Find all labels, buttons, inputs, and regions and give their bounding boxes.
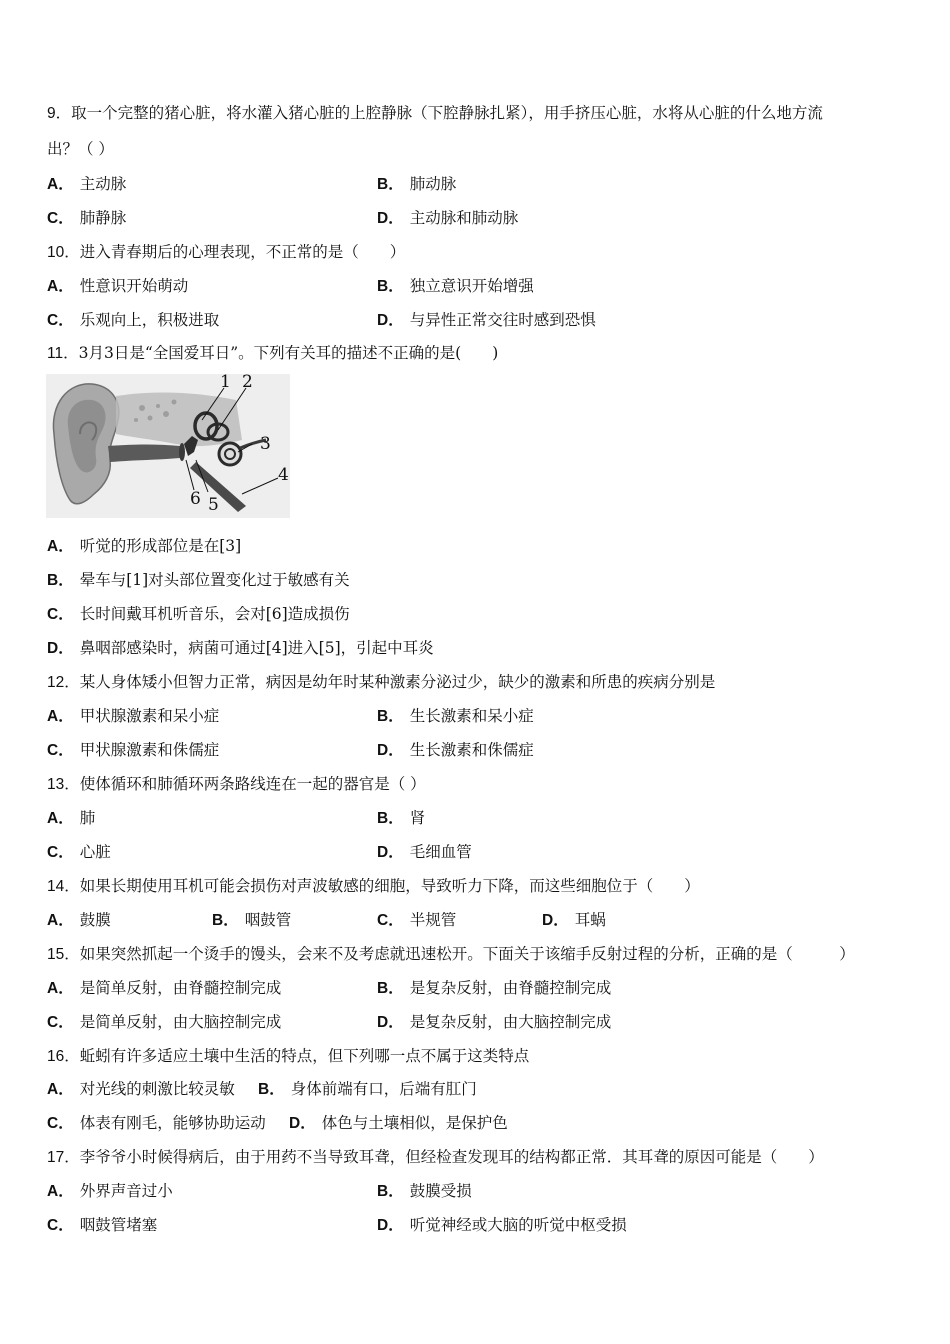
figure-label-3: 3 <box>260 434 271 454</box>
ear-anatomy-figure <box>46 374 290 518</box>
figure-label-5: 5 <box>208 495 219 515</box>
option-11c <box>47 604 350 625</box>
question-text: 某人身体矮小但智力正常，病因是幼年时某种激素分泌过少，缺少的激素和所患的疾病分别是 <box>79 673 716 691</box>
option-16d <box>289 1113 508 1134</box>
option-11b <box>47 570 350 591</box>
option-text: 身体前端有口，后端有肛门 <box>290 1080 477 1098</box>
option-text: 毛细血管 <box>409 843 472 861</box>
question-text: 进入青春期后的心理表现，不正常的是（ ） <box>79 243 406 261</box>
option-17d <box>377 1215 627 1236</box>
question-9-stem <box>47 103 823 124</box>
question-number: 13． <box>47 776 80 793</box>
option-15d <box>377 1012 611 1033</box>
option-label: D． <box>47 640 74 657</box>
option-text: 生长激素和侏儒症 <box>409 741 534 759</box>
option-label: D． <box>289 1115 316 1132</box>
question-16-stem <box>47 1046 529 1067</box>
option-label: C． <box>47 1115 74 1132</box>
question-number: 17． <box>47 1149 80 1166</box>
option-13b <box>377 808 425 829</box>
option-12a <box>47 706 219 727</box>
option-10a <box>47 276 188 297</box>
question-number: 11． <box>47 345 79 362</box>
option-text: 耳蜗 <box>574 911 606 929</box>
figure-label-1: 1 <box>220 374 231 392</box>
option-text: 肺动脉 <box>409 175 457 193</box>
option-15c <box>47 1012 281 1033</box>
option-text: 是简单反射，由脊髓控制完成 <box>79 979 282 997</box>
question-number: 14． <box>47 878 80 895</box>
option-14d <box>542 910 606 931</box>
option-text: 是复杂反射，由脊髓控制完成 <box>409 979 612 997</box>
option-label: C． <box>377 912 404 929</box>
option-text: 主动脉和肺动脉 <box>409 209 519 227</box>
option-text: 半规管 <box>409 911 457 929</box>
option-11a <box>47 536 241 557</box>
option-label: B． <box>377 980 404 997</box>
option-label: D． <box>542 912 569 929</box>
option-16b <box>258 1079 477 1100</box>
option-15b <box>377 978 611 999</box>
option-text: 鼻咽部感染时，病菌可通过[4]进入[5]，引起中耳炎 <box>79 639 434 657</box>
option-text: 是复杂反射，由大脑控制完成 <box>409 1013 612 1031</box>
option-label: C． <box>47 1217 74 1234</box>
option-17b <box>377 1181 472 1202</box>
option-9b <box>377 174 456 195</box>
option-14a <box>47 910 111 931</box>
option-label: A． <box>47 708 74 725</box>
option-label: D． <box>377 1014 404 1031</box>
figure-label-2: 2 <box>242 374 253 392</box>
question-number: 9． <box>47 105 72 122</box>
option-15a <box>47 978 281 999</box>
option-text: 生长激素和呆小症 <box>409 707 534 725</box>
option-text: 听觉神经或大脑的听觉中枢受损 <box>409 1216 627 1234</box>
option-text: 鼓膜受损 <box>409 1182 472 1200</box>
option-label: C． <box>47 844 74 861</box>
option-label: A． <box>47 912 74 929</box>
question-14-stem <box>47 876 700 897</box>
option-10c <box>47 310 219 331</box>
option-label: C． <box>47 312 74 329</box>
figure-label-6: 6 <box>190 489 201 509</box>
option-text: 肺 <box>79 809 96 827</box>
option-12b <box>377 706 534 727</box>
option-label: A． <box>47 810 74 827</box>
option-label: B． <box>377 1183 404 1200</box>
question-10-stem <box>47 242 405 263</box>
option-label: C． <box>47 742 74 759</box>
question-text: 使体循环和肺循环两条路线连在一起的器官是（ ） <box>79 775 426 793</box>
option-text: 甲状腺激素和呆小症 <box>79 707 220 725</box>
option-text: 肺静脉 <box>79 209 127 227</box>
option-13d <box>377 842 472 863</box>
option-label: B． <box>377 708 404 725</box>
option-14c <box>377 910 456 931</box>
option-text: 晕车与[1]对头部位置变化过于敏感有关 <box>79 571 350 589</box>
question-11-stem <box>47 343 498 364</box>
option-label: C． <box>47 210 74 227</box>
question-text: 如果长期使用耳机可能会损伤对声波敏感的细胞，导致听力下降，而这些细胞位于（ ） <box>79 877 700 895</box>
option-13c <box>47 842 111 863</box>
question-number: 10． <box>47 244 80 261</box>
option-text: 主动脉 <box>79 175 127 193</box>
option-label: C． <box>47 1014 74 1031</box>
option-9a <box>47 174 126 195</box>
option-label: D． <box>377 742 404 759</box>
figure-label-4: 4 <box>278 465 289 485</box>
question-number: 12． <box>47 674 80 691</box>
option-13a <box>47 808 95 829</box>
option-14b <box>212 910 291 931</box>
option-label: D． <box>377 844 404 861</box>
option-text: 肾 <box>409 809 426 827</box>
option-text: 听觉的形成部位是在[3] <box>79 537 242 555</box>
option-10b <box>377 276 534 297</box>
option-16c <box>47 1113 266 1134</box>
question-number: 16． <box>47 1048 80 1065</box>
option-text: 性意识开始萌动 <box>79 277 189 295</box>
question-17-stem <box>47 1147 824 1168</box>
option-17a <box>47 1181 173 1202</box>
question-number: 15． <box>47 946 80 963</box>
option-9c <box>47 208 126 229</box>
option-text: 乐观向上，积极进取 <box>79 311 220 329</box>
option-label: A． <box>47 1081 74 1098</box>
option-text: 是简单反射，由大脑控制完成 <box>79 1013 282 1031</box>
question-text: 蚯蚓有许多适应土壤中生活的特点，但下列哪一点不属于这类特点 <box>79 1047 530 1065</box>
option-text: 鼓膜 <box>79 911 111 929</box>
option-label: B． <box>258 1081 285 1098</box>
option-9d <box>377 208 518 229</box>
option-text: 长时间戴耳机听音乐，会对[6]造成损伤 <box>79 605 350 623</box>
option-text: 体色与土壤相似，是保护色 <box>321 1114 508 1132</box>
option-text: 独立意识开始增强 <box>409 277 534 295</box>
option-label: D． <box>377 1217 404 1234</box>
option-text: 咽鼓管堵塞 <box>79 1216 158 1234</box>
question-15-stem <box>47 944 855 965</box>
option-text: 对光线的刺激比较灵敏 <box>79 1080 235 1098</box>
option-label: A． <box>47 980 74 997</box>
option-label: C． <box>47 606 74 623</box>
option-label: D． <box>377 312 404 329</box>
option-text: 心脏 <box>79 843 111 861</box>
option-label: A． <box>47 1183 74 1200</box>
option-label: B． <box>212 912 239 929</box>
option-label: D． <box>377 210 404 227</box>
option-label: B． <box>377 810 404 827</box>
option-text: 体表有刚毛，能够协助运动 <box>79 1114 266 1132</box>
option-11d <box>47 638 434 659</box>
option-12c <box>47 740 219 761</box>
question-13-stem <box>47 774 426 795</box>
question-9-stem-cont <box>47 139 114 159</box>
option-label: A． <box>47 278 74 295</box>
question-12-stem <box>47 672 715 693</box>
question-text: 取一个完整的猪心脏，将水灌入猪心脏的上腔静脉（下腔静脉扎紧），用手挤压心脏，水将从心脏的什么地方流 <box>71 104 823 122</box>
option-text: 与异性正常交往时感到恐惧 <box>409 311 596 329</box>
question-text: 如果突然抓起一个烫手的馒头，会来不及考虑就迅速松开。下面关于该缩手反射过程的分析，正确的是（ ） <box>79 945 855 963</box>
option-text: 外界声音过小 <box>79 1182 173 1200</box>
question-text: 出？（ ） <box>47 140 114 158</box>
question-text: 3月3日是“全国爱耳日”。下列有关耳的描述不正确的是( ) <box>78 344 499 362</box>
option-text: 咽鼓管 <box>244 911 292 929</box>
option-label: A． <box>47 176 74 193</box>
option-label: B． <box>47 572 74 589</box>
option-10d <box>377 310 596 331</box>
option-16a <box>47 1079 235 1100</box>
option-text: 甲状腺激素和侏儒症 <box>79 741 220 759</box>
option-label: B． <box>377 176 404 193</box>
option-label: B． <box>377 278 404 295</box>
question-text: 李爷爷小时候得病后，由于用药不当导致耳聋，但经检查发现耳的结构都正常．其耳聋的原因可能是（ ） <box>79 1148 824 1166</box>
option-12d <box>377 740 534 761</box>
option-17c <box>47 1215 157 1236</box>
option-label: A． <box>47 538 74 555</box>
